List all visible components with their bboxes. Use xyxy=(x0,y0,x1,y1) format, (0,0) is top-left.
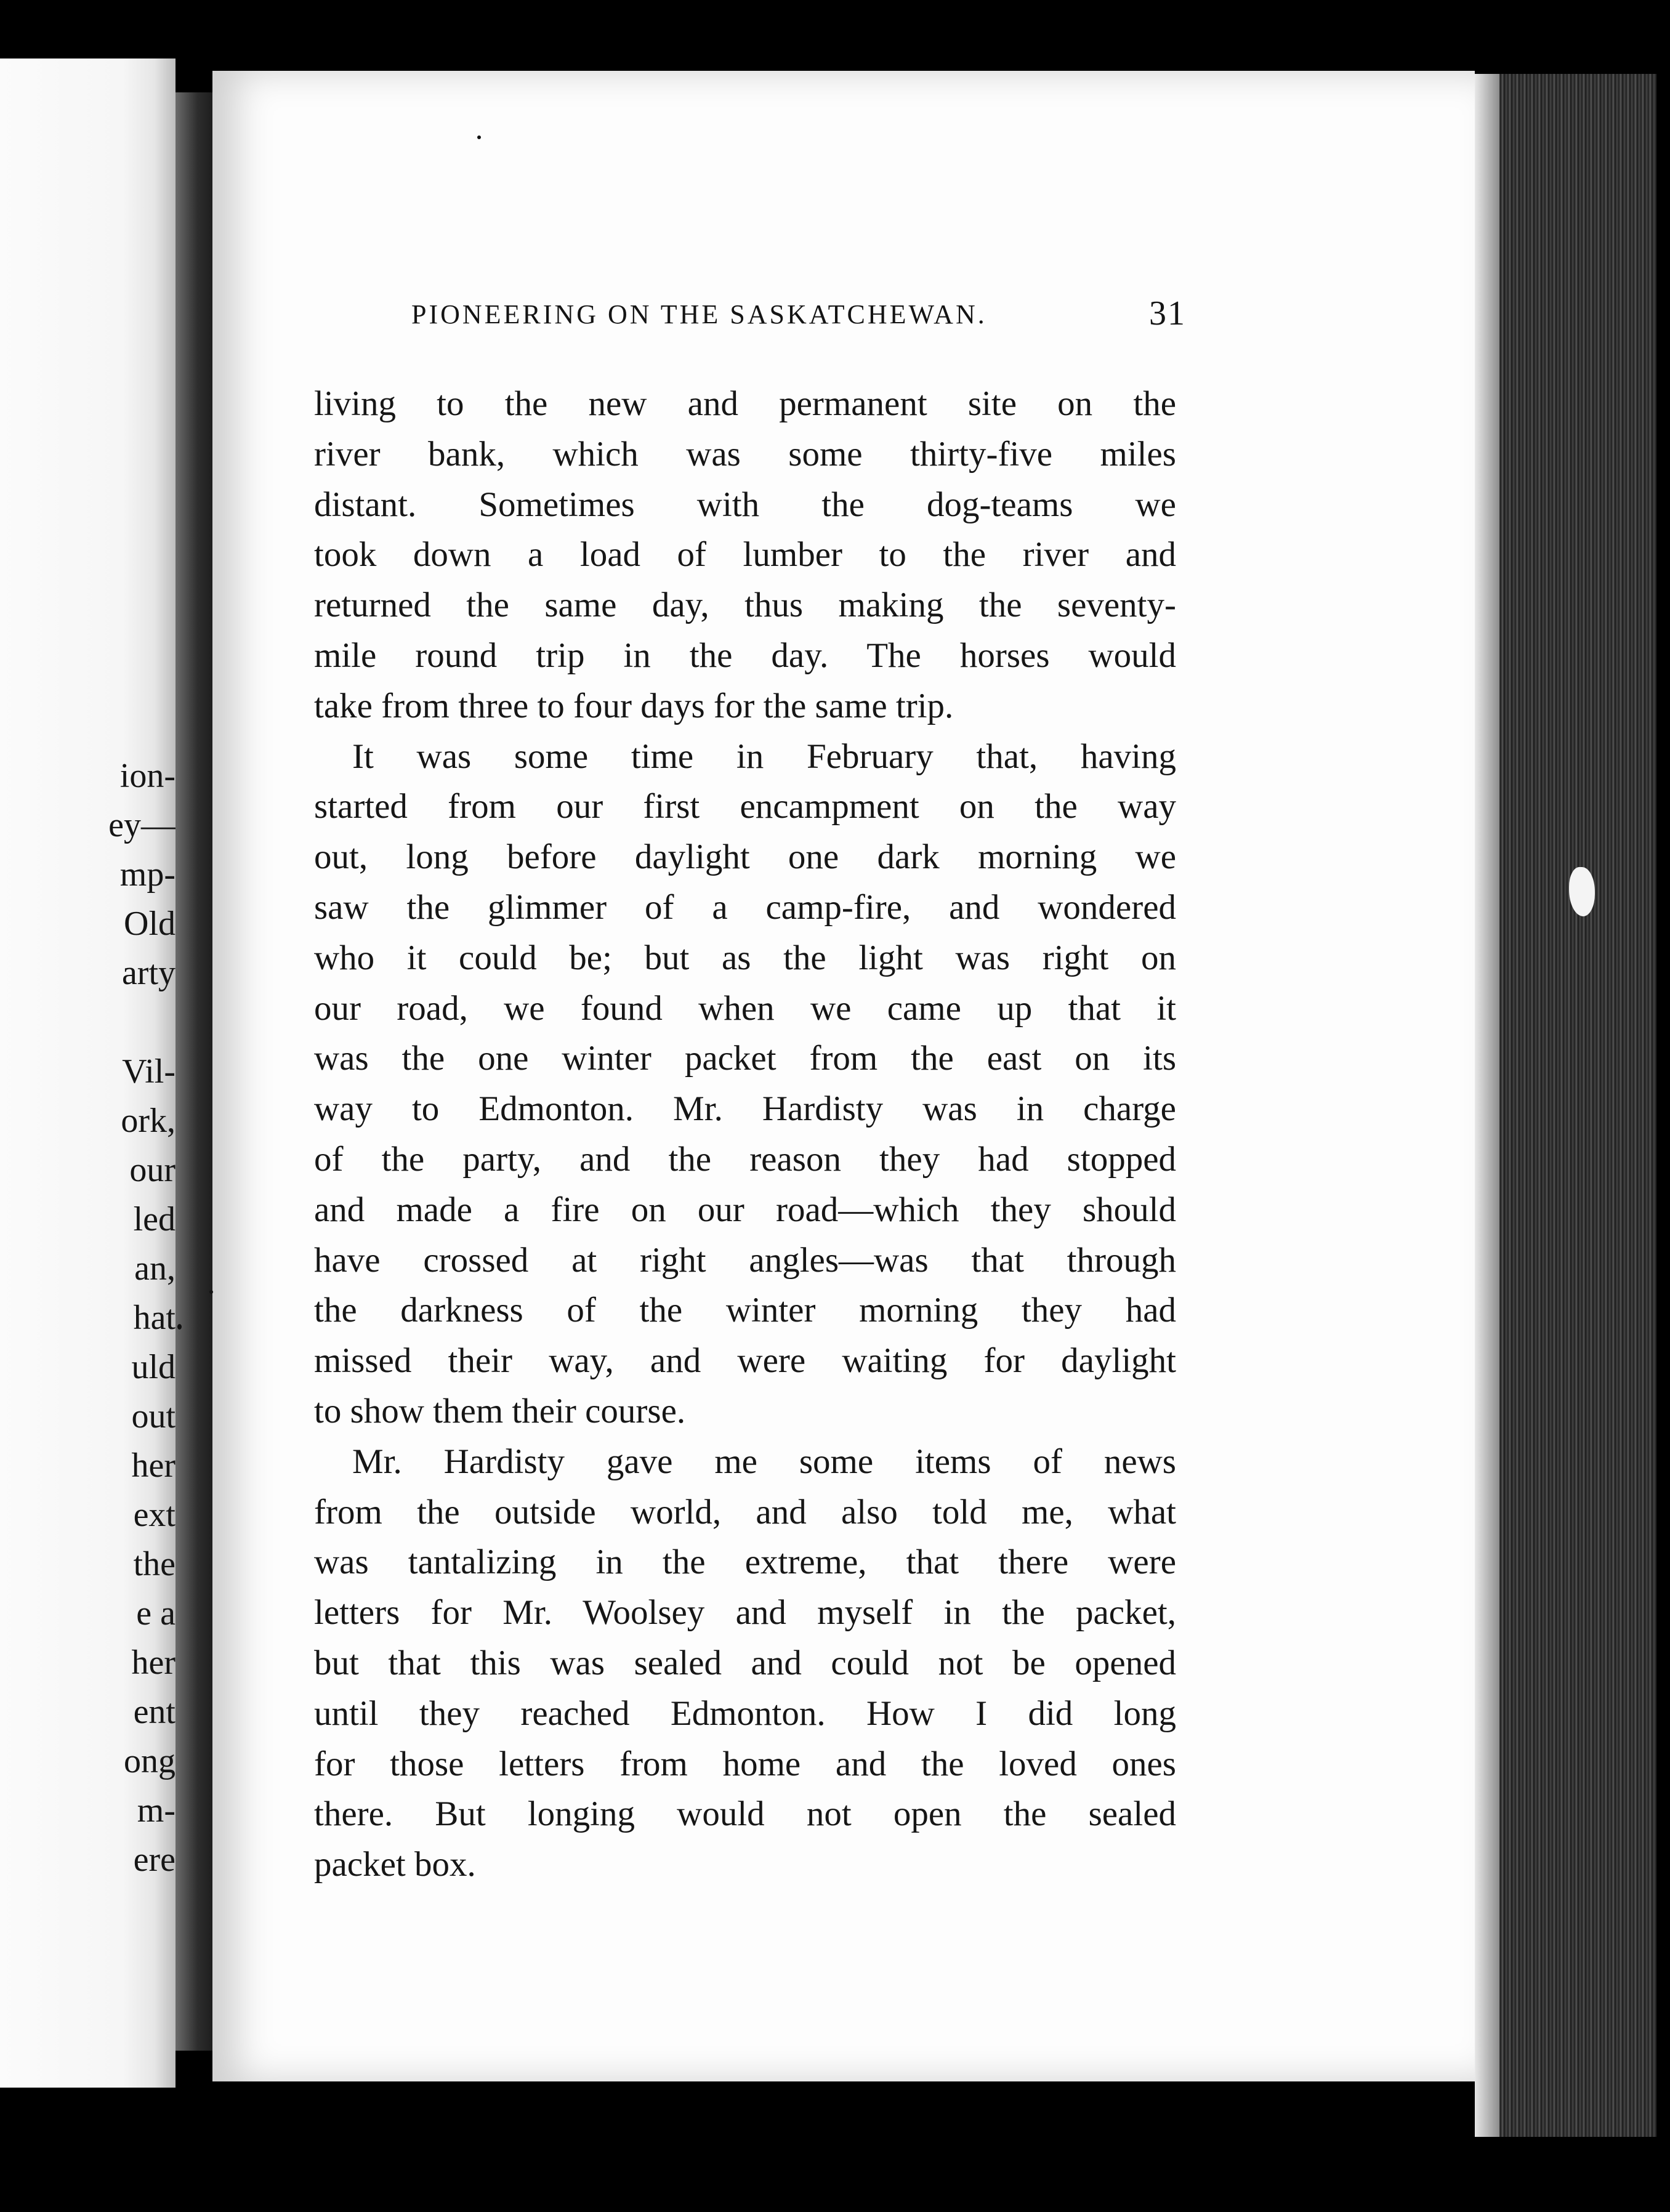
text-line: river bank, which was some thirty-five miles xyxy=(314,434,1176,474)
text-line: distant. Sometimes with the dog-teams we xyxy=(314,485,1176,524)
text-line: returned the same day, thus making the seventy- xyxy=(314,586,1176,625)
text-line: was the one winter packet from the east on its xyxy=(314,1039,1176,1078)
facing-page-line: hat xyxy=(133,1299,175,1337)
text-line: Mr. Hardisty gave me some items of news xyxy=(352,1442,1176,1481)
page-header xyxy=(411,294,1186,342)
page-fore-edge xyxy=(1475,74,1656,2137)
text-line: who it could be; but as the light was right on xyxy=(314,938,1176,977)
facing-page-line: ork, xyxy=(121,1102,175,1140)
facing-page-line: uld xyxy=(131,1348,175,1386)
text-line: mile round trip in the day. The horses would xyxy=(314,636,1176,675)
text-line: the darkness of the winter morning they had xyxy=(314,1291,1176,1330)
facing-page-line: ent xyxy=(133,1693,175,1731)
body-text xyxy=(314,379,1176,1890)
text-line: for those letters from home and the loved ones xyxy=(314,1744,1176,1783)
text-line: until they reached Edmonton. How I did long xyxy=(314,1693,1176,1733)
facing-page-line: led xyxy=(133,1200,175,1238)
facing-page-line: ong xyxy=(124,1742,175,1780)
facing-page-line: ey— xyxy=(108,806,175,844)
text-line: and made a fire on our road—which they should xyxy=(314,1190,1176,1229)
page-edge-highlight xyxy=(1475,74,1499,2137)
facing-page-line: ere xyxy=(133,1841,175,1879)
facing-page-line: an, xyxy=(134,1249,175,1288)
facing-page-line: the xyxy=(133,1545,175,1583)
text-line: took down a load of lumber to the river and xyxy=(314,535,1176,575)
facing-page-line: ext xyxy=(133,1496,175,1534)
facing-page xyxy=(0,59,175,2088)
text-line: packet box. xyxy=(314,1845,476,1884)
text-line: It was some time in February that, having xyxy=(352,737,1176,776)
text-line: missed their way, and were waiting for daylight xyxy=(314,1341,1176,1381)
text-line: but that this was sealed and could not be opened xyxy=(314,1643,1176,1682)
text-line: of the party, and the reason they had stopped xyxy=(314,1139,1176,1179)
facing-page-line: Old xyxy=(124,905,175,943)
text-line: have crossed at right angles—was that through xyxy=(314,1240,1176,1280)
text-line: take from three to four days for the same trip. xyxy=(314,686,954,725)
page-edge-tear xyxy=(1569,867,1595,916)
scan-speck xyxy=(209,1290,213,1294)
facing-page-line: arty xyxy=(121,954,175,992)
facing-page-line: m- xyxy=(137,1791,175,1830)
facing-page-line: her xyxy=(131,1447,175,1485)
text-line: way to Edmonton. Mr. Hardisty was in charge xyxy=(314,1089,1176,1129)
text-line: there. But longing would not open the sealed xyxy=(314,1794,1176,1834)
page-number: 31 xyxy=(1149,294,1186,333)
scan-speck xyxy=(177,1324,182,1330)
text-line: saw the glimmer of a camp-fire, and wondered xyxy=(314,887,1176,927)
facing-page-line: our xyxy=(129,1151,175,1189)
facing-page-line: Vil- xyxy=(122,1052,175,1091)
text-line: out, long before daylight one dark morning we xyxy=(314,838,1176,877)
facing-page-line: ion- xyxy=(119,757,175,795)
text-line: was tantalizing in the extreme, that there were xyxy=(314,1543,1176,1582)
scan-speck xyxy=(477,135,481,139)
facing-page-line: mp- xyxy=(119,855,175,894)
facing-page-line: her xyxy=(131,1644,175,1682)
facing-page-line: e a xyxy=(136,1594,175,1633)
text-line: to show them their course. xyxy=(314,1391,686,1431)
text-line: living to the new and permanent site on the xyxy=(314,384,1176,423)
text-line: letters for Mr. Woolsey and myself in the packet, xyxy=(314,1593,1176,1633)
running-head: PIONEERING ON THE SASKATCHEWAN. xyxy=(411,299,987,329)
text-line: started from our first encampment on the way xyxy=(314,787,1176,826)
text-line: from the outside world, and also told me, what xyxy=(314,1492,1176,1532)
facing-page-line: out xyxy=(131,1397,175,1435)
text-line: our road, we found when we came up that it xyxy=(314,988,1176,1028)
